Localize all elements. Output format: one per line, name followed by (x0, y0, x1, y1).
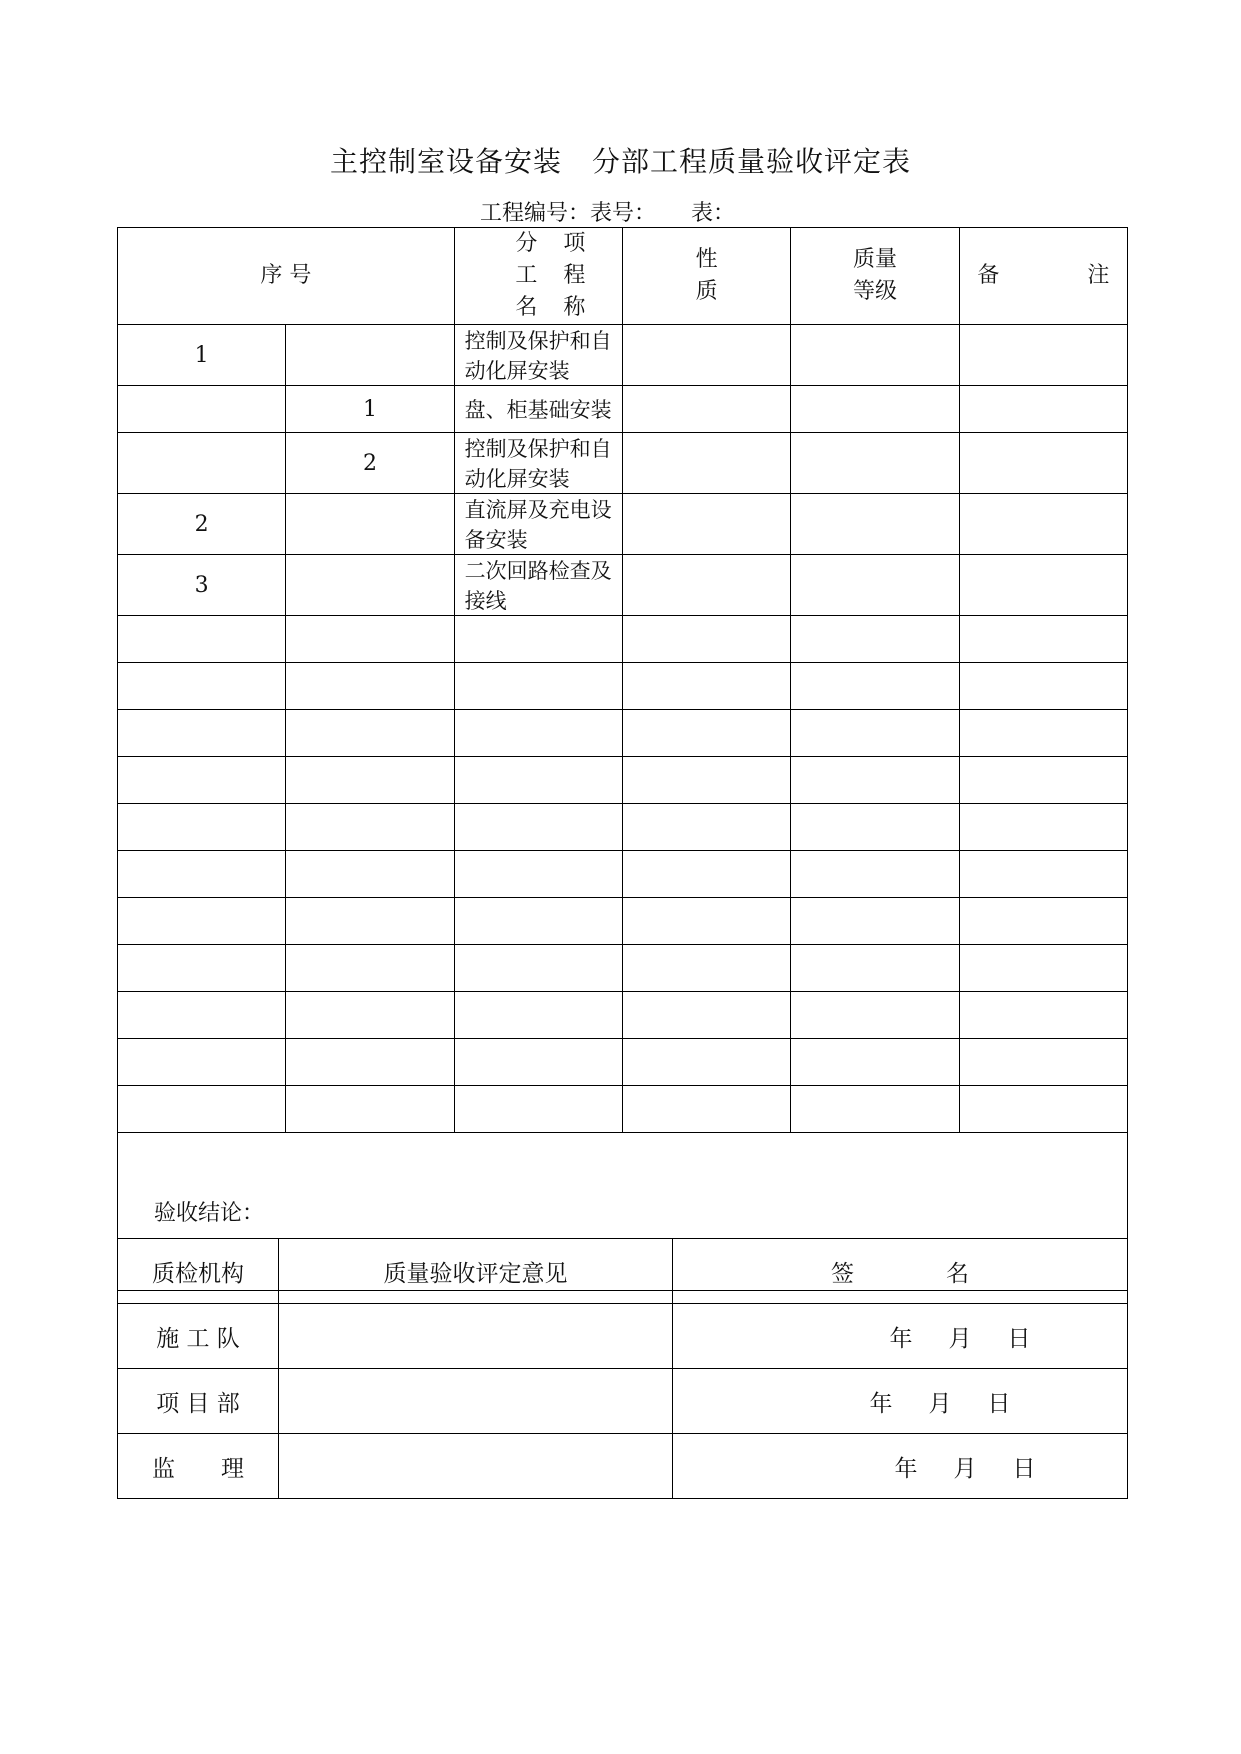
empty-row (118, 616, 1128, 663)
row-grade[interactable] (791, 555, 959, 616)
empty-cell[interactable] (118, 1039, 286, 1086)
signoff-opinion[interactable] (279, 1304, 673, 1369)
row-name: 控制及保护和自动化屏安装 (454, 433, 622, 494)
empty-cell[interactable] (454, 1039, 622, 1086)
signoff-header-sign: 签 名 (673, 1239, 1128, 1304)
row-nature[interactable] (622, 325, 790, 386)
empty-cell[interactable] (286, 945, 454, 992)
empty-cell[interactable] (959, 1086, 1127, 1133)
header-remark: 备 注 (959, 228, 1127, 325)
empty-cell[interactable] (118, 1086, 286, 1133)
empty-cell[interactable] (454, 851, 622, 898)
empty-row (118, 898, 1128, 945)
row-sub-no: 2 (286, 433, 454, 494)
day-label: 日 (987, 1390, 1011, 1417)
empty-cell[interactable] (118, 992, 286, 1039)
empty-cell[interactable] (622, 1086, 790, 1133)
empty-cell[interactable] (622, 616, 790, 663)
empty-cell[interactable] (622, 1039, 790, 1086)
empty-cell[interactable] (286, 663, 454, 710)
signoff-table (117, 1238, 1128, 1499)
row-grade[interactable] (791, 433, 959, 494)
empty-cell[interactable] (286, 898, 454, 945)
signoff-header-row (118, 1239, 1128, 1304)
empty-cell[interactable] (622, 851, 790, 898)
table-row (118, 494, 1128, 555)
empty-cell[interactable] (791, 992, 959, 1039)
row-nature[interactable] (622, 386, 790, 433)
empty-cell[interactable] (286, 851, 454, 898)
empty-cell[interactable] (959, 804, 1127, 851)
row-remark[interactable] (959, 555, 1127, 616)
year-label: 年 (889, 1325, 913, 1352)
year-label: 年 (894, 1455, 918, 1482)
empty-cell[interactable] (959, 616, 1127, 663)
empty-cell[interactable] (286, 616, 454, 663)
empty-cell[interactable] (454, 616, 622, 663)
header-nature-line1: 性 (695, 247, 718, 272)
day-label: 日 (1007, 1325, 1031, 1352)
table-header-row (118, 228, 1128, 325)
empty-cell[interactable] (454, 945, 622, 992)
empty-row (118, 945, 1128, 992)
empty-cell[interactable] (454, 757, 622, 804)
empty-cell[interactable] (622, 945, 790, 992)
month-label: 月 (948, 1325, 972, 1352)
empty-cell[interactable] (118, 851, 286, 898)
table-row (118, 386, 1128, 433)
row-name: 直流屏及充电设备安装 (454, 494, 622, 555)
year-label: 年 (869, 1390, 893, 1417)
header-grade-line1: 质量 (852, 247, 897, 272)
empty-cell[interactable] (791, 663, 959, 710)
empty-row (118, 804, 1128, 851)
empty-row (118, 757, 1128, 804)
empty-cell[interactable] (118, 710, 286, 757)
title-part-2: 分部工程质量验收评定表 (592, 145, 912, 178)
signoff-opinion[interactable] (279, 1369, 673, 1434)
signoff-header-opinion: 质量验收评定意见 (279, 1239, 673, 1304)
empty-cell[interactable] (791, 757, 959, 804)
row-sub-no (286, 325, 454, 386)
signoff-date[interactable] (673, 1369, 1128, 1434)
empty-cell[interactable] (791, 1039, 959, 1086)
table-row (118, 555, 1128, 616)
signoff-row (118, 1434, 1128, 1499)
empty-cell[interactable] (791, 945, 959, 992)
empty-cell[interactable] (286, 757, 454, 804)
row-sub-no (286, 555, 454, 616)
empty-cell[interactable] (286, 710, 454, 757)
header-nature-line2: 质 (695, 279, 718, 304)
row-remark[interactable] (959, 386, 1127, 433)
empty-cell[interactable] (791, 851, 959, 898)
empty-cell[interactable] (118, 945, 286, 992)
row-remark[interactable] (959, 494, 1127, 555)
empty-cell[interactable] (454, 663, 622, 710)
title-part-1: 主控制室设备安装 (329, 145, 562, 178)
row-nature[interactable] (622, 555, 790, 616)
empty-cell[interactable] (118, 898, 286, 945)
empty-row (118, 1039, 1128, 1086)
empty-cell[interactable] (959, 898, 1127, 945)
empty-cell[interactable] (286, 804, 454, 851)
empty-cell[interactable] (454, 992, 622, 1039)
empty-cell[interactable] (959, 710, 1127, 757)
row-grade[interactable] (791, 494, 959, 555)
empty-cell[interactable] (791, 1086, 959, 1133)
signoff-row (118, 1304, 1128, 1369)
row-sub-no: 1 (286, 386, 454, 433)
empty-cell[interactable] (959, 945, 1127, 992)
empty-cell[interactable] (286, 992, 454, 1039)
signoff-org: 监 理 (118, 1434, 279, 1499)
empty-cell[interactable] (622, 663, 790, 710)
row-main-no: 1 (118, 325, 286, 386)
conclusion-label: 验收结论： (154, 1201, 265, 1226)
items-table (117, 227, 1128, 1291)
empty-cell[interactable] (791, 898, 959, 945)
signoff-org: 项 目 部 (118, 1369, 279, 1434)
empty-cell[interactable] (959, 757, 1127, 804)
row-nature[interactable] (622, 494, 790, 555)
empty-cell[interactable] (959, 663, 1127, 710)
empty-cell[interactable] (959, 992, 1127, 1039)
empty-cell[interactable] (454, 804, 622, 851)
row-remark[interactable] (959, 433, 1127, 494)
page-title (0, 140, 1241, 180)
row-name: 二次回路检查及接线 (454, 555, 622, 616)
row-nature[interactable] (622, 433, 790, 494)
row-main-no (118, 433, 286, 494)
empty-cell[interactable] (118, 804, 286, 851)
empty-cell[interactable] (959, 1039, 1127, 1086)
empty-row (118, 710, 1128, 757)
signoff-opinion[interactable] (279, 1434, 673, 1499)
header-seq: 序 号 (118, 228, 455, 325)
row-grade[interactable] (791, 325, 959, 386)
row-sub-no (286, 494, 454, 555)
empty-cell[interactable] (454, 898, 622, 945)
signoff-date[interactable] (673, 1434, 1128, 1499)
empty-cell[interactable] (118, 757, 286, 804)
row-name: 控制及保护和自动化屏安装 (454, 325, 622, 386)
empty-row (118, 1086, 1128, 1133)
signoff-row (118, 1369, 1128, 1434)
row-main-no (118, 386, 286, 433)
row-name: 盘、柜基础安装 (454, 386, 622, 433)
header-name: 分项工程名称 (454, 228, 622, 325)
empty-cell[interactable] (454, 710, 622, 757)
empty-cell[interactable] (622, 898, 790, 945)
row-main-no: 3 (118, 555, 286, 616)
empty-cell[interactable] (454, 1086, 622, 1133)
empty-row (118, 663, 1128, 710)
day-label: 日 (1012, 1455, 1036, 1482)
table-row (118, 433, 1128, 494)
month-label: 月 (928, 1390, 952, 1417)
empty-cell[interactable] (622, 804, 790, 851)
header-grade (791, 228, 959, 325)
row-main-no: 2 (118, 494, 286, 555)
signoff-date[interactable] (673, 1304, 1128, 1369)
empty-cell[interactable] (959, 851, 1127, 898)
empty-row (118, 992, 1128, 1039)
empty-cell[interactable] (286, 1039, 454, 1086)
header-grade-line2: 等级 (852, 279, 897, 304)
row-grade[interactable] (791, 386, 959, 433)
empty-cell[interactable] (791, 804, 959, 851)
empty-cell[interactable] (791, 616, 959, 663)
empty-cell[interactable] (622, 757, 790, 804)
empty-cell[interactable] (791, 710, 959, 757)
empty-cell[interactable] (622, 710, 790, 757)
empty-cell[interactable] (286, 1086, 454, 1133)
month-label: 月 (953, 1455, 977, 1482)
table-row (118, 325, 1128, 386)
empty-cell[interactable] (622, 992, 790, 1039)
empty-row (118, 851, 1128, 898)
signoff-org: 施 工 队 (118, 1304, 279, 1369)
empty-cell[interactable] (118, 663, 286, 710)
row-remark[interactable] (959, 325, 1127, 386)
empty-cell[interactable] (118, 616, 286, 663)
signoff-header-org: 质检机构 (118, 1239, 279, 1304)
subtitle: 工程编号：表号： 表： (480, 201, 735, 226)
header-nature (622, 228, 790, 325)
